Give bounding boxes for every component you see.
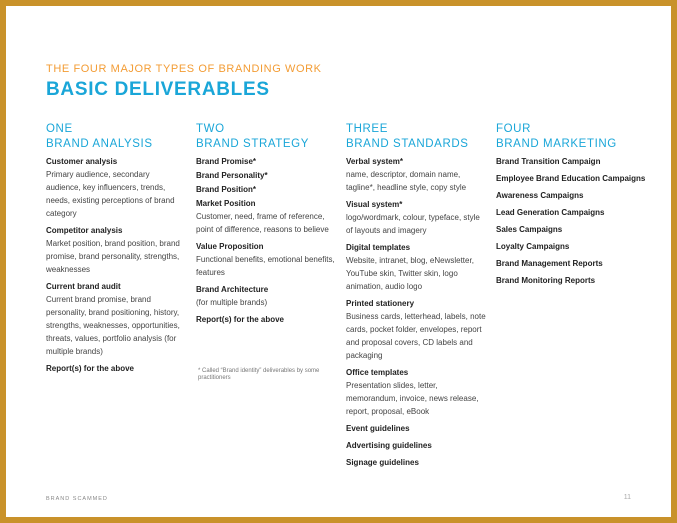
- item-title: Customer analysis: [46, 157, 118, 166]
- document-page: [6, 6, 671, 517]
- footer-brand: [46, 496, 108, 502]
- item-title: Employee Brand Education Campaigns: [496, 174, 646, 183]
- page-title: BASIC DELIVERABLES: [46, 79, 270, 100]
- list-item: [346, 456, 486, 469]
- list-item: [496, 189, 646, 202]
- list-item: [196, 155, 336, 168]
- item-title: Competitor analysis: [46, 226, 123, 235]
- item-description: Primary audience, secondary audience, key influencers, trends, needs, existing perceptions of brand category: [46, 170, 175, 218]
- item-title: Brand Personality*: [196, 171, 268, 180]
- item-title: Brand Position*: [196, 185, 257, 194]
- item-title: Report(s) for the above: [46, 364, 135, 373]
- item-title: Awareness Campaigns: [496, 191, 584, 200]
- item-title: Sales Campaigns: [496, 225, 563, 234]
- column-heading: BRAND ANALYSIS: [46, 138, 153, 150]
- list-item: [196, 183, 336, 196]
- item-description: Customer, need, frame of reference, point of difference, reasons to believe: [196, 212, 329, 234]
- item-title: Loyalty Campaigns: [496, 242, 570, 251]
- list-item: [496, 155, 646, 168]
- list-item: [196, 240, 336, 279]
- column-heading: BRAND STANDARDS: [346, 138, 469, 150]
- list-item: [46, 280, 186, 358]
- item-title: Market Position: [196, 199, 256, 208]
- list-item: [346, 422, 486, 435]
- column-number: THREE: [346, 123, 388, 135]
- item-title: Value Proposition: [196, 242, 264, 251]
- page-number: 11: [623, 494, 631, 501]
- column-number: TWO: [196, 123, 225, 135]
- item-description: Business cards, letterhead, labels, note cards, pocket folder, envelopes, report and proposal covers, CD labels and packaging: [346, 312, 486, 360]
- item-title: Brand Transition Campaign: [496, 157, 601, 166]
- list-item: [46, 362, 186, 375]
- item-title: Brand Management Reports: [496, 259, 603, 268]
- column-brand-standards: [346, 122, 486, 473]
- item-description: (for multiple brands): [196, 298, 268, 307]
- list-item: [346, 439, 486, 452]
- item-title: Advertising guidelines: [346, 441, 432, 450]
- footer-brand-text: BRAND SCAMMED: [46, 496, 108, 502]
- item-title: Brand Architecture: [196, 285, 269, 294]
- column-heading: BRAND STRATEGY: [196, 138, 309, 150]
- list-item: [346, 198, 486, 237]
- column-brand-analysis: [46, 122, 186, 379]
- item-title: Brand Promise*: [196, 157, 257, 166]
- list-item: [346, 297, 486, 362]
- item-title: Brand Monitoring Reports: [496, 276, 596, 285]
- column-brand-strategy: [196, 122, 336, 330]
- list-item: [346, 155, 486, 194]
- list-item: [196, 197, 336, 236]
- item-title: Event guidelines: [346, 424, 410, 433]
- item-title: Verbal system*: [346, 157, 403, 166]
- list-item: [346, 241, 486, 293]
- item-title: Current brand audit: [46, 282, 121, 291]
- list-item: [496, 240, 646, 253]
- item-title: Report(s) for the above: [196, 315, 285, 324]
- column-heading: BRAND MARKETING: [496, 138, 617, 150]
- item-description: name, descriptor, domain name, tagline*, headline style, copy style: [346, 170, 467, 192]
- list-item: [196, 313, 336, 326]
- list-item: [496, 223, 646, 236]
- item-title: Visual system*: [346, 200, 403, 209]
- item-title: Lead Generation Campaigns: [496, 208, 605, 217]
- footnote: * Called “Brand identity” deliverables by some practitioners: [198, 368, 320, 381]
- column-number: FOUR: [496, 123, 531, 135]
- list-item: [496, 274, 646, 287]
- list-item: [46, 155, 186, 220]
- item-title: Signage guidelines: [346, 458, 419, 467]
- column-number: ONE: [46, 123, 73, 135]
- list-item: [346, 366, 486, 418]
- item-title: Digital templates: [346, 243, 411, 252]
- item-description: Presentation slides, letter, memorandum, invoice, news release, report, proposal, eBook: [346, 381, 479, 416]
- list-item: [196, 283, 336, 309]
- list-item: [196, 169, 336, 182]
- list-item: [496, 172, 646, 185]
- list-item: [46, 224, 186, 276]
- list-item: [496, 206, 646, 219]
- item-description: Market position, brand position, brand promise, brand personality, strengths, weaknesses: [46, 239, 180, 274]
- item-description: Current brand promise, brand personality, brand positioning, history, strengths, weaknesses, opportunities, threats, values, portfolio analysis (for multiple brands): [46, 295, 180, 356]
- page-kicker: THE FOUR MAJOR TYPES OF BRANDING WORK: [46, 63, 322, 75]
- column-brand-marketing: [496, 122, 646, 291]
- item-description: Website, intranet, blog, eNewsletter, YouTube skin, Twitter skin, logo animation, audio logo: [346, 256, 474, 291]
- item-title: Office templates: [346, 368, 409, 377]
- list-item: [496, 257, 646, 270]
- item-description: logo/wordmark, colour, typeface, style of layouts and imagery: [346, 213, 480, 235]
- item-title: Printed stationery: [346, 299, 415, 308]
- item-description: Functional benefits, emotional benefits, features: [196, 255, 335, 277]
